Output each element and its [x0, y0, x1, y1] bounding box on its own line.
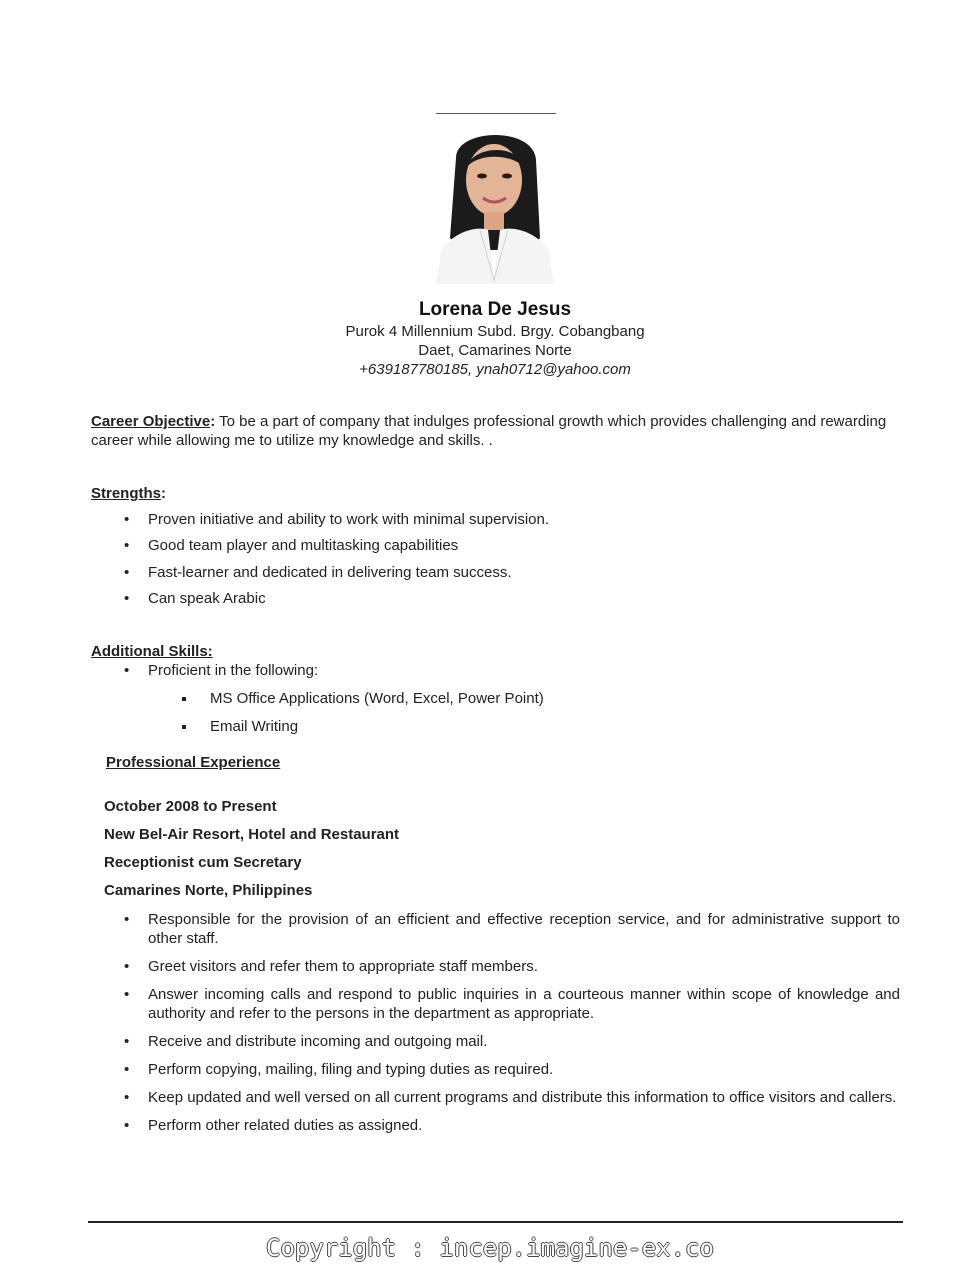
job-company: New Bel-Air Resort, Hotel and Restaurant [104, 826, 400, 843]
list-item: • Good team player and multitasking capabilities [91, 536, 891, 555]
profile-photo [428, 118, 562, 284]
strengths-section [91, 484, 891, 615]
experience-heading: Professional Experience [106, 754, 281, 771]
list-item: Email Writing [91, 717, 891, 736]
list-item: • Answer incoming calls and respond to public inquiries in a courteous manner within scope of knowledge and authority and refer to the persons in the department as appropriate. [91, 985, 900, 1023]
list-item: • Greet visitors and refer them to appropriate staff members. [91, 957, 900, 976]
photo-top-rule [436, 113, 556, 114]
strengths-colon: : [161, 485, 167, 502]
list-item: • Receive and distribute incoming and outgoing mail. [91, 1032, 900, 1051]
strengths-heading: Strengths [91, 485, 162, 502]
strengths-list [91, 510, 891, 608]
list-item: • Responsible for the provision of an efficient and effective reception service, and for administrative support to other staff. [91, 910, 900, 948]
list-item: • Keep updated and well versed on all current programs and distribute this information to office visitors and callers. [91, 1088, 900, 1107]
copyright-watermark: Copyright : incep.imagine-ex.co [266, 1234, 714, 1262]
address-line-1: Purok 4 Millennium Subd. Brgy. Cobangbang [345, 323, 645, 340]
list-item: • Perform copying, mailing, filing and typing duties as required. [91, 1060, 900, 1079]
list-item: • Can speak Arabic [91, 589, 891, 608]
objective-text: To be a part of company that indulges professional growth which provides challenging and rewarding career while allowing me to utilize my knowledge and skills. . [91, 413, 887, 449]
address-line-2: Daet, Camarines Norte [418, 342, 572, 359]
footer-rule [88, 1221, 903, 1223]
skills-list [91, 661, 891, 680]
job-position: Receptionist cum Secretary [104, 854, 302, 871]
skills-heading: Additional Skills: [91, 643, 213, 660]
applicant-name: Lorena De Jesus [418, 299, 572, 320]
list-item: MS Office Applications (Word, Excel, Power Point) [91, 689, 891, 708]
duties-list [91, 910, 900, 1135]
job-period: October 2008 to Present [104, 798, 277, 815]
job-location: Camarines Norte, Philippines [104, 882, 313, 899]
objective-heading: Career Objective [91, 413, 211, 430]
career-objective [91, 412, 891, 450]
job-details [104, 797, 904, 909]
skills-sublist [91, 689, 891, 736]
list-item: • Proven initiative and ability to work with minimal supervision. [91, 510, 891, 529]
contact-header [0, 298, 980, 379]
experience-heading-block [106, 753, 906, 772]
list-item: • Proficient in the following: [91, 661, 891, 680]
contact-line: +639187780185, ynah0712@yahoo.com [359, 361, 631, 378]
list-item: • Fast-learner and dedicated in delivering team success. [91, 563, 891, 582]
list-item: • Perform other related duties as assigned. [91, 1116, 900, 1135]
duties-section [91, 910, 900, 1144]
skills-section [91, 642, 891, 745]
objective-colon: : [210, 413, 216, 430]
